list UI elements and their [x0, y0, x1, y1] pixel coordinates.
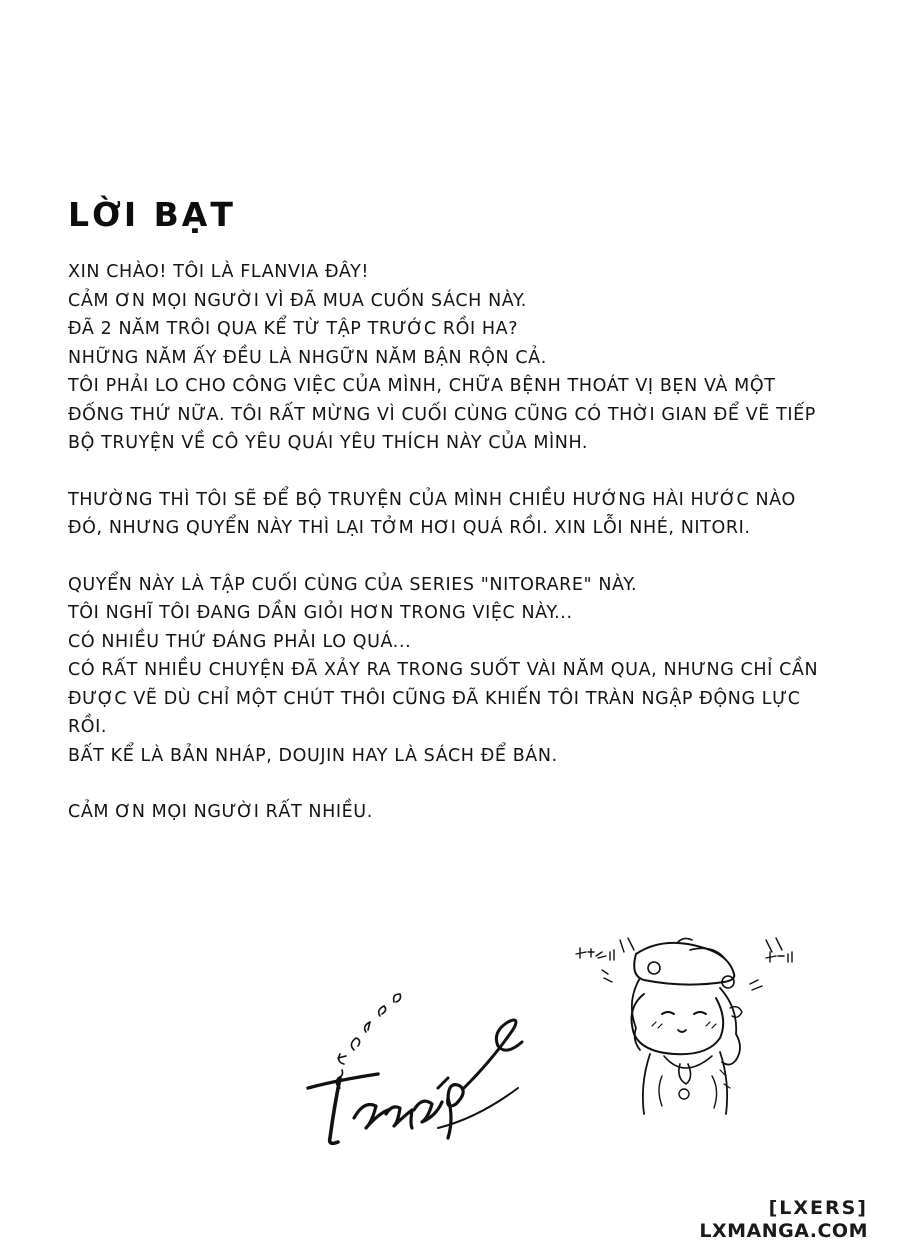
text-line: ĐỐNG THỨ NỮA. TÔI RẤT MỪNG VÌ CUỐI CÙNG CŨNG CÓ THỜI GIAN ĐỂ VẼ TIẾP: [68, 404, 816, 425]
afterword-body: [68, 258, 858, 855]
text-line: BỘ TRUYỆN VỀ CÔ YÊU QUÁI YÊU THÍCH NÀY CỦA MÌNH.: [68, 433, 589, 453]
watermark-group-name: [LXERS]: [768, 1197, 868, 1219]
paragraph-1: [68, 258, 858, 458]
text-line: CÓ RẤT NHIỀU CHUYỆN ĐÃ XẢY RA TRONG SUỐT VÀI NĂM QUA, NHƯNG CHỈ CẦN: [68, 660, 819, 680]
text-line: ĐÓ, NHƯNG QUYỂN NÀY THÌ LẠI TỞM HƠI QUÁ RỒI. XIN LỖI NHÉ, NITORI.: [68, 518, 751, 538]
text-line: NHỮNG NĂM ẤY ĐỀU LÀ NHGỮN NĂM BẬN RỘN CẢ.: [68, 347, 547, 368]
text-line: THƯỜNG THÌ TÔI SẼ ĐỂ BỘ TRUYỆN CỦA MÌNH CHIỀU HƯỚNG HÀI HƯỚC NÀO: [68, 489, 796, 510]
text-line: TÔI PHẢI LO CHO CÔNG VIỆC CỦA MÌNH, CHỮA BỆNH THOÁT VỊ BẸN VÀ MỘT: [68, 376, 776, 396]
chibi-sketch: [570, 930, 800, 1130]
paragraph-3: [68, 571, 858, 771]
text-line: RỒI.: [68, 717, 108, 737]
text-line: ĐƯỢC VẼ DÙ CHỈ MỘT CHÚT THÔI CŨNG ĐÃ KHIẾN TÔI TRÀN NGẬP ĐỘNG LỰC: [68, 688, 801, 709]
author-signature: [288, 968, 548, 1148]
text-line: BẤT KỂ LÀ BẢN NHÁP, DOUJIN HAY LÀ SÁCH ĐỂ BÁN.: [68, 745, 558, 766]
page-title: LỜI BẠT: [68, 195, 236, 234]
text-line: XIN CHÀO! TÔI LÀ FLANVIA ĐÂY!: [68, 262, 369, 282]
sfx-left: [576, 938, 634, 982]
sfx-right: [750, 938, 792, 990]
text-line: CẢM ƠN MỌI NGƯỜI VÌ ĐÃ MUA CUỐN SÁCH NÀY.: [68, 290, 527, 311]
site-watermark: [699, 1197, 868, 1243]
text-line: QUYỂN NÀY LÀ TẬP CUỐI CÙNG CỦA SERIES "NITORARE" NÀY.: [68, 574, 638, 595]
text-line: TÔI NGHĨ TÔI ĐANG DẦN GIỎI HƠN TRONG VIỆC NÀY...: [68, 603, 573, 623]
text-line: CẢM ƠN MỌI NGƯỜI RẤT NHIỀU.: [68, 802, 373, 822]
text-line: CÓ NHIỀU THỨ ĐÁNG PHẢI LO QUÁ...: [68, 631, 412, 652]
text-line: ĐÃ 2 NĂM TRÔI QUA KỂ TỪ TẬP TRƯỚC RỒI HA?: [68, 319, 519, 339]
watermark-site-url: LXMANGA.COM: [699, 1220, 868, 1242]
paragraph-4: [68, 798, 858, 827]
paragraph-2: [68, 486, 858, 543]
